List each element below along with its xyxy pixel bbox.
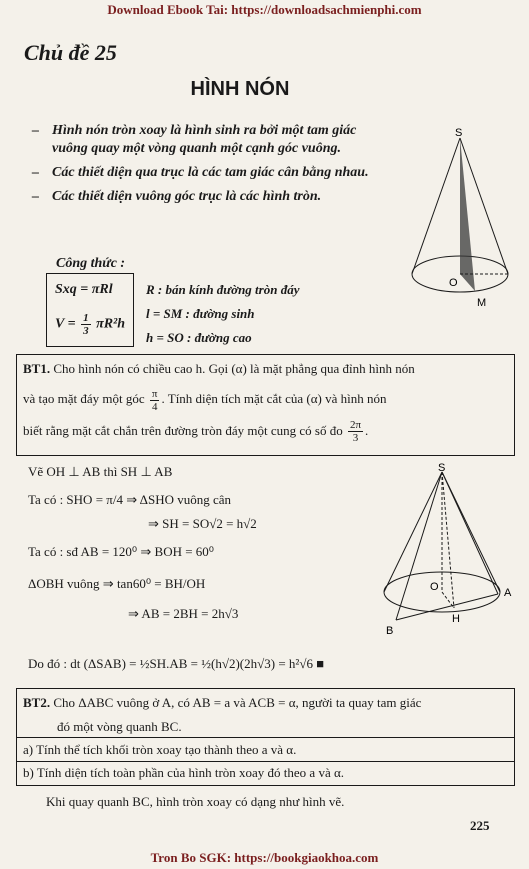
solution-2-intro: Khi quay quanh BC, hình tròn xoay có dạng như hình vẽ. <box>46 794 345 809</box>
lateral-area-formula: Sxq = πRl <box>55 282 113 297</box>
exercise-2-item-b: b) Tính diện tích toàn phần của hình tròn xoay đó theo a và α. <box>23 765 345 780</box>
bullet-item: – Hình nón tròn xoay là hình sinh ra bởi một tam giác vuông quay một vòng quanh một cạnh góc vuông. <box>30 122 390 158</box>
label-b: B <box>386 625 394 637</box>
frac-den: 4 <box>151 400 158 413</box>
label-o: O <box>430 581 439 593</box>
exercise-1-line2a: và tạo mặt đáy một góc <box>23 391 145 406</box>
solution-1-line: ⇒ SH = SO√2 = h√2 <box>148 516 257 531</box>
legend-height: h = SO : đường cao <box>146 330 252 345</box>
frac-num: π <box>151 387 158 400</box>
exercise-1-line3b: . <box>365 422 369 438</box>
theory-bullets <box>30 122 390 212</box>
volume-suffix: πR²h <box>96 316 126 332</box>
solution-1-line: ΔOBH vuông ⇒ tan60⁰ = BH/OH <box>28 576 206 591</box>
frac-den: 3 <box>352 432 359 445</box>
frac-num: 2π <box>349 419 362 432</box>
page-number: 225 <box>470 818 490 833</box>
solution-1-conclusion: Do đó : dt (ΔSAB) = ½SH.AB = ½(h√2)(2h√3) = h²√6 ■ <box>28 656 325 671</box>
frac-den: 3 <box>83 325 89 337</box>
bullet-item: – Các thiết diện qua trục là các tam giác cân bằng nhau. <box>30 164 390 182</box>
label-a: A <box>504 587 512 599</box>
solution-1-line: Ta có : sđ AB = 120⁰ ⇒ BOH = 60⁰ <box>28 544 215 559</box>
two-pi-over-3 <box>348 419 363 444</box>
exercise-2-text <box>23 691 509 739</box>
solution-1-line: ⇒ AB = 2BH = 2h√3 <box>128 606 239 621</box>
page-title: HÌNH NÓN <box>190 78 290 100</box>
exercise-2-line2: đó một vòng quanh BC. <box>57 719 182 734</box>
exercise-1-line3a: biết rằng mặt cắt chắn trên đường tròn đáy một cung có số đo <box>23 422 343 438</box>
formula-label: Công thức : <box>56 256 126 271</box>
cone-figure-2 <box>372 462 522 642</box>
label-h: H <box>452 613 460 625</box>
label-s: S <box>438 462 446 474</box>
legend-radius: R : bán kính đường tròn đáy <box>146 282 300 297</box>
solution-1-line: Vẽ OH ⊥ AB thì SH ⊥ AB <box>28 464 173 479</box>
solution-1-line: Ta có : SHO = π/4 ⇒ ΔSHO vuông cân <box>28 492 232 507</box>
bullet-item: – Các thiết diện vuông góc trục là các hình tròn. <box>30 188 390 206</box>
chapter-heading: Chủ đề 25 <box>24 40 117 65</box>
exercise-2-label: BT2. <box>23 695 51 710</box>
exercise-1-line1: Cho hình nón có chiều cao h. Gọi (α) là mặt phẳng qua đỉnh hình nón <box>53 361 415 376</box>
label-o: O <box>449 277 458 289</box>
exercise-2-item-a: a) Tính thể tích khối tròn xoay tạo thành theo a và α. <box>23 742 297 757</box>
footer-download-link[interactable]: Tron Bo SGK: https://bookgiaokhoa.com <box>150 850 379 865</box>
exercise-2-box <box>16 688 515 786</box>
formula-box <box>46 273 134 347</box>
exercise-1-label: BT1. <box>23 361 51 376</box>
label-s: S <box>455 127 463 139</box>
exercise-1-line2b: . Tính diện tích mặt cắt của (α) và hình nón <box>161 391 387 406</box>
volume-formula <box>55 312 125 337</box>
cone-figure-1 <box>405 126 515 316</box>
header-download-link[interactable]: Download Ebook Tai: https://downloadsachmienphi.com <box>107 2 422 17</box>
solution-1 <box>28 460 358 626</box>
legend-slant: l = SM : đường sinh <box>146 306 255 321</box>
exercise-1-box <box>16 354 515 456</box>
pi-over-4 <box>150 388 160 413</box>
one-third-fraction <box>81 312 91 337</box>
frac-num: 1 <box>83 312 89 324</box>
exercise-2-line1: Cho ΔABC vuông ở A, có AB = a và ACB = α, người ta quay tam giác <box>53 695 422 710</box>
volume-prefix: V = <box>55 316 76 332</box>
label-m: M <box>477 297 487 309</box>
formula-legend <box>146 278 299 350</box>
exercise-1-text <box>23 357 415 444</box>
